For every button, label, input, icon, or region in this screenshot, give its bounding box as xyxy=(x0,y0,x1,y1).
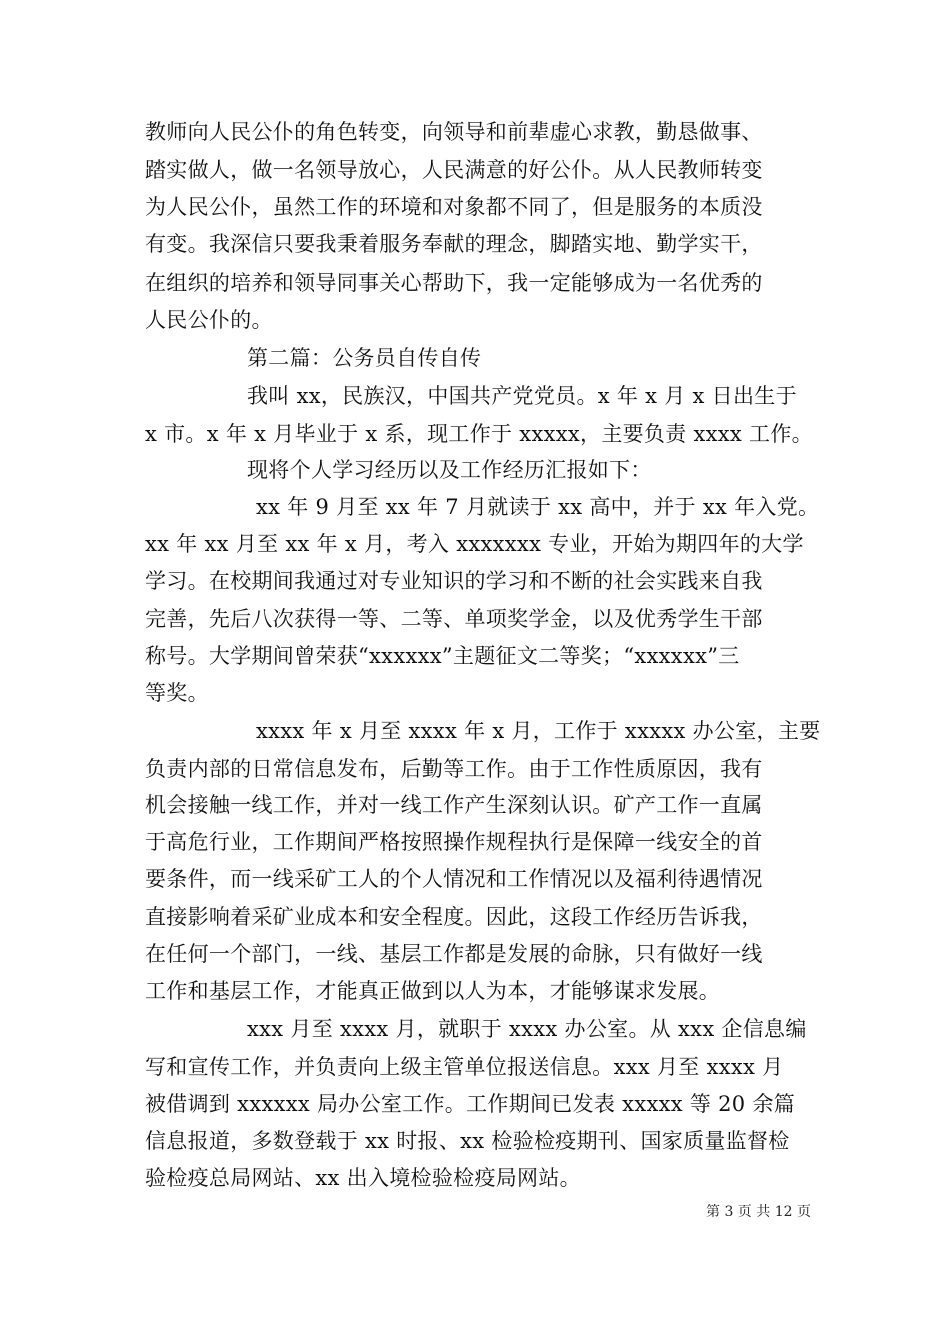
paragraph-line: 学习。在校期间我通过对专业知识的学习和不断的社会实践来自我 xyxy=(145,569,763,593)
paragraph-line: 我叫 xx，民族汉，中国共产党党员。x 年 x 月 x 日出生于 xyxy=(247,384,797,408)
paragraph-line: xxxx 年 x 月至 xxxx 年 x 月，工作于 xxxxx 办公室，主要 xyxy=(256,719,821,743)
paragraph-line: xxx 月至 xxxx 月，就职于 xxxx 办公室。从 xxx 企信息编 xyxy=(247,1017,807,1041)
paragraph-line: 被借调到 xxxxxx 局办公室工作。工作期间已发表 xxxxx 等 20 余篇 xyxy=(145,1092,796,1116)
page-number: 第 3 页 共 12 页 xyxy=(706,1204,811,1220)
paragraph-line: 为人民公仆，虽然工作的环境和对象都不同了，但是服务的本质没 xyxy=(145,195,763,219)
paragraph-line: 在任何一个部门，一线、基层工作都是发展的命脉，只有做好一线 xyxy=(145,942,763,966)
paragraph-line: 负责内部的日常信息发布，后勤等工作。由于工作性质原因，我有 xyxy=(145,757,763,781)
paragraph-line: 直接影响着采矿业成本和安全程度。因此，这段工作经历告诉我， xyxy=(145,905,763,929)
paragraph-line: 人民公仆的。 xyxy=(145,308,273,332)
paragraph-line: 信息报道，多数登载于 xx 时报、xx 检验检疫期刊、国家质量监督检 xyxy=(145,1129,790,1153)
paragraph-line: xx 年 9 月至 xx 年 7 月就读于 xx 高中，并于 xx 年入党。 xyxy=(256,495,820,519)
paragraph-line: 机会接触一线工作，并对一线工作产生深刻认识。矿产工作一直属 xyxy=(145,793,763,817)
paragraph-line: 踏实做人，做一名领导放心，人民满意的好公仆。从人民教师转变 xyxy=(145,158,763,182)
paragraph-line: 验检疫总局网站、xx 出入境检验检疫局网站。 xyxy=(145,1166,581,1190)
paragraph-line: 等奖。 xyxy=(145,681,209,705)
paragraph-line: 称号。大学期间曾荣获“xxxxxx”主题征文二等奖；“xxxxxx”三 xyxy=(145,644,740,668)
paragraph-line: x 市。x 年 x 月毕业于 x 系，现工作于 xxxxx，主要负责 xxxx 工作。 xyxy=(145,422,813,446)
paragraph-line: 写和宣传工作，并负责向上级主管单位报送信息。xxx 月至 xxxx 月 xyxy=(145,1055,784,1079)
paragraph-line: 在组织的培养和领导同事关心帮助下，我一定能够成为一名优秀的 xyxy=(145,271,763,295)
paragraph-line: 教师向人民公仆的角色转变，向领导和前辈虚心求教，勤恳做事、 xyxy=(145,120,763,144)
paragraph-line: 于高危行业，工作期间严格按照操作规程执行是保障一线安全的首 xyxy=(145,830,763,854)
paragraph-line: 完善，先后八次获得一等、二等、单项奖学金，以及优秀学生干部 xyxy=(145,607,763,631)
paragraph-line: 有变。我深信只要我秉着服务奉献的理念，脚踏实地、勤学实干， xyxy=(145,232,763,256)
paragraph-line: 要条件，而一线采矿工人的个人情况和工作情况以及福利待遇情况 xyxy=(145,867,763,891)
paragraph-line: xx 年 xx 月至 xx 年 x 月，考入 xxxxxxx 专业，开始为期四年的大学 xyxy=(145,532,804,556)
paragraph-line: 工作和基层工作，才能真正做到以人为本，才能够谋求发展。 xyxy=(145,979,721,1003)
section-title: 第二篇：公务员自传自传 xyxy=(247,346,482,370)
paragraph-line: 现将个人学习经历以及工作经历汇报如下： xyxy=(247,458,652,482)
